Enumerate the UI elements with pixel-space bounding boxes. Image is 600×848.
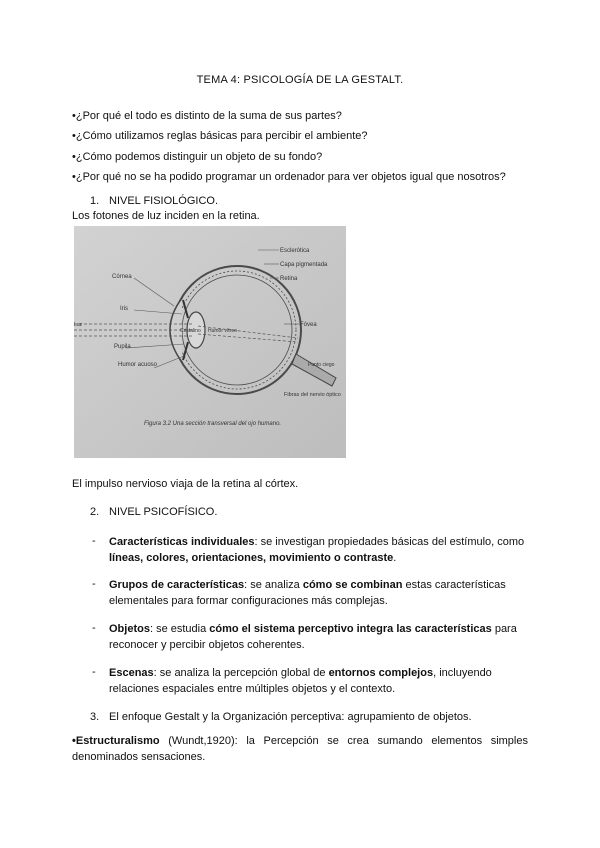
label-humor-vitreo: Humor vítreo (208, 328, 237, 334)
label-fibras-nervio: Fibras del nervio óptico (284, 392, 341, 398)
label-fovea: Fóvea (300, 322, 317, 328)
question-3: •¿Cómo podemos distinguir un objeto de su fondo? (72, 151, 323, 163)
label-retina: Retina (280, 276, 298, 282)
item3-dash: - (92, 622, 96, 634)
section3-number: 3. (90, 711, 100, 723)
item2-dash: - (92, 578, 96, 590)
figure-caption: Figura 3.2 Una sección transversal del ojo humano. (144, 421, 282, 427)
question-2: •¿Cómo utilizamos reglas básicas para percibir el ambiente? (72, 130, 368, 142)
eye-diagram-figure (74, 226, 346, 458)
question-1: •¿Por qué el todo es distinto de la suma de sus partes? (72, 110, 342, 122)
section1-number: 1. (90, 195, 100, 207)
label-luz: Luz (74, 322, 83, 328)
section2-heading: NIVEL PSICOFÍSICO. (109, 506, 218, 518)
label-iris: Iris (120, 306, 128, 312)
label-humor-acuoso: Humor acuoso (118, 362, 158, 368)
label-cornea: Córnea (112, 274, 132, 280)
label-cristalino: Cristalino (180, 328, 201, 334)
eye-diagram (74, 226, 346, 458)
label-punto-ciego: Punto ciego (308, 362, 335, 368)
label-esclerotica: Esclerótica (280, 248, 310, 254)
section2-number: 2. (90, 506, 100, 518)
item4-dash: - (92, 666, 96, 678)
item4-text: Escenas: se analiza la percepción global de entornos complejos, incluyendo relaciones espaciales entre múltiples objetos y el contexto. (109, 667, 492, 695)
question-4: •¿Por qué no se ha podido programar un ordenador para ver objetos igual que nosotros? (72, 171, 506, 183)
label-pupila: Pupila (114, 344, 131, 350)
section1-intro: Los fotones de luz inciden en la retina. (72, 210, 260, 222)
label-capa-pigmentada: Capa pigmentada (280, 262, 328, 268)
item1-text: Características individuales: se investigan propiedades básicas del estímulo, como líneas, colores, orientaciones, movimiento o contraste. (109, 536, 525, 564)
estructuralismo-paragraph: •Estructuralismo (Wundt,1920): la Percepción se crea sumando elementos simples denominados sensaciones. (72, 735, 528, 763)
section1-heading: NIVEL FISIOLÓGICO. (109, 195, 219, 207)
section3-heading: El enfoque Gestalt y la Organización perceptiva: agrupamiento de objetos. (109, 711, 472, 723)
section1-after: El impulso nervioso viaja de la retina al córtex. (72, 478, 299, 490)
page-title: TEMA 4: PSICOLOGÍA DE LA GESTALT. (196, 74, 404, 86)
item1-dash: - (92, 535, 96, 547)
item3-text: Objetos: se estudia cómo el sistema perceptivo integra las características para reconocer y percibir objetos coherentes. (109, 623, 517, 651)
item2-text: Grupos de características: se analiza cómo se combinan estas características elementales para formar configuraciones más complejas. (109, 579, 506, 607)
